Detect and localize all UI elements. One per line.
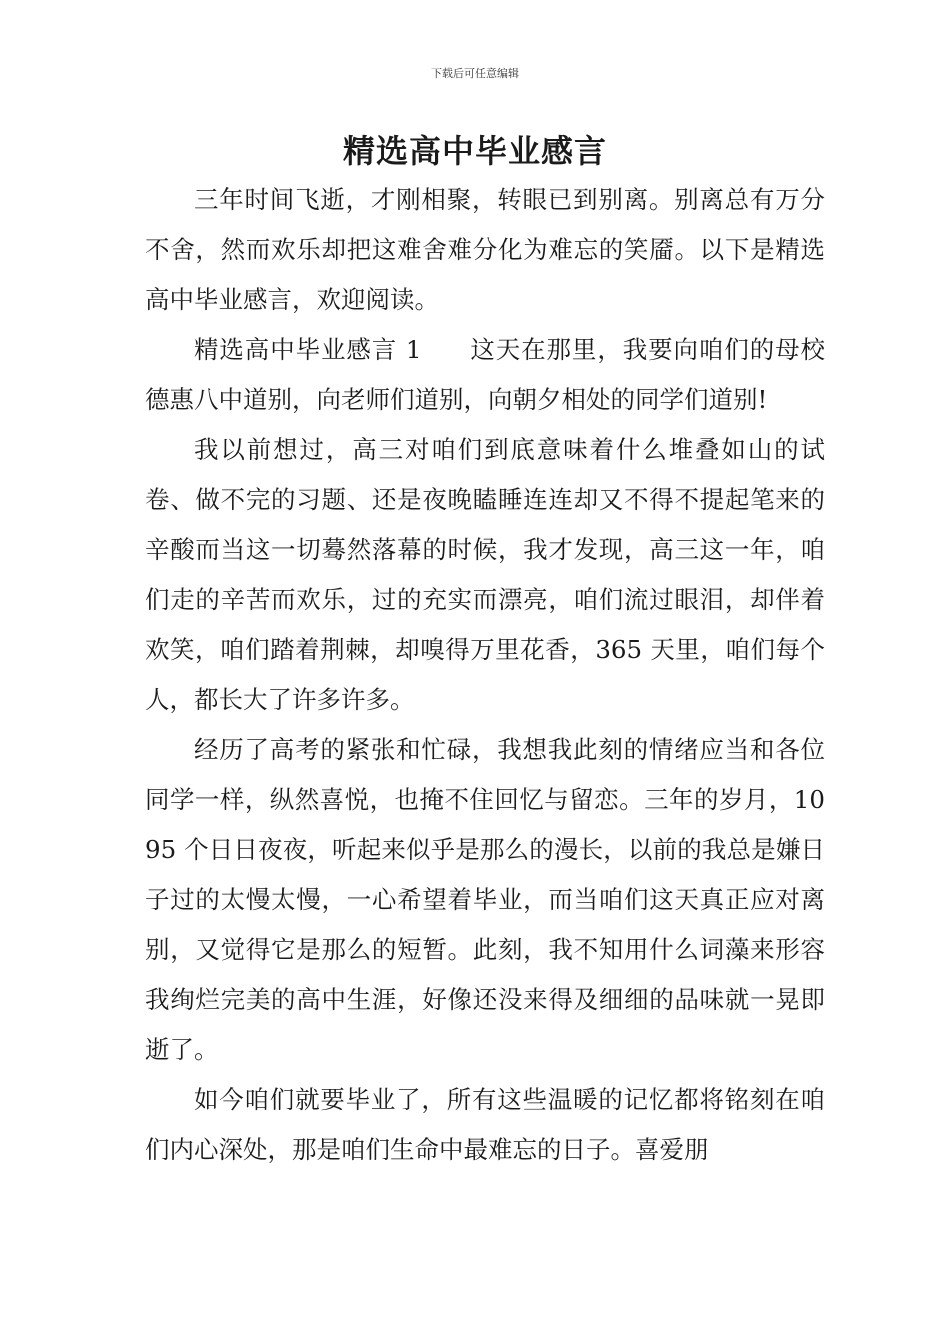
- document-body: [145, 175, 825, 1175]
- intro-paragraph: 三年时间飞逝，才刚相聚，转眼已到别离。别离总有万分不舍，然而欢乐却把这难舍难分化为难忘的笑靥。以下是精选高中毕业感言，欢迎阅读。: [145, 185, 825, 314]
- section-first-text: 这天在那里，我要向咱们的母校德惠八中道别，向老师们道别，向朝夕相处的同学们道别!: [145, 335, 826, 414]
- document-title: 精选高中毕业感言: [342, 132, 607, 170]
- header-note: 下载后可任意编辑: [431, 67, 519, 80]
- body-paragraph: 经历了高考的紧张和忙碌，我想我此刻的情绪应当和各位同学一样，纵然喜悦，也掩不住回忆与留恋。三年的岁月，1095 个日日夜夜，听起来似乎是那么的漫长，以前的我总是嫌日子过的太慢太慢，一心希望着毕业，而当咱们这天真正应对离别，又觉得它是那么的短暂。此刻，我不知用什么词藻来形容我绚烂完美的高中生涯，好像还没来得及细细的品味就一晃即逝了。: [145, 735, 825, 1064]
- section-heading: 精选高中毕业感言 1: [194, 335, 422, 364]
- body-paragraph: 我以前想过，高三对咱们到底意味着什么堆叠如山的试卷、做不完的习题、还是夜晚瞌睡连连却又不得不提起笔来的辛酸而当这一切蓦然落幕的时候，我才发现，高三这一年，咱们走的辛苦而欢乐，过的充实而漂亮，咱们流过眼泪，却伴着欢笑，咱们踏着荆棘，却嗅得万里花香，365 天里，咱们每个人，都长大了许多许多。: [145, 435, 825, 714]
- section-paragraph-1: [145, 325, 825, 425]
- body-paragraph: 如今咱们就要毕业了，所有这些温暖的记忆都将铭刻在咱们内心深处，那是咱们生命中最难忘的日子。喜爱朋: [145, 1085, 825, 1164]
